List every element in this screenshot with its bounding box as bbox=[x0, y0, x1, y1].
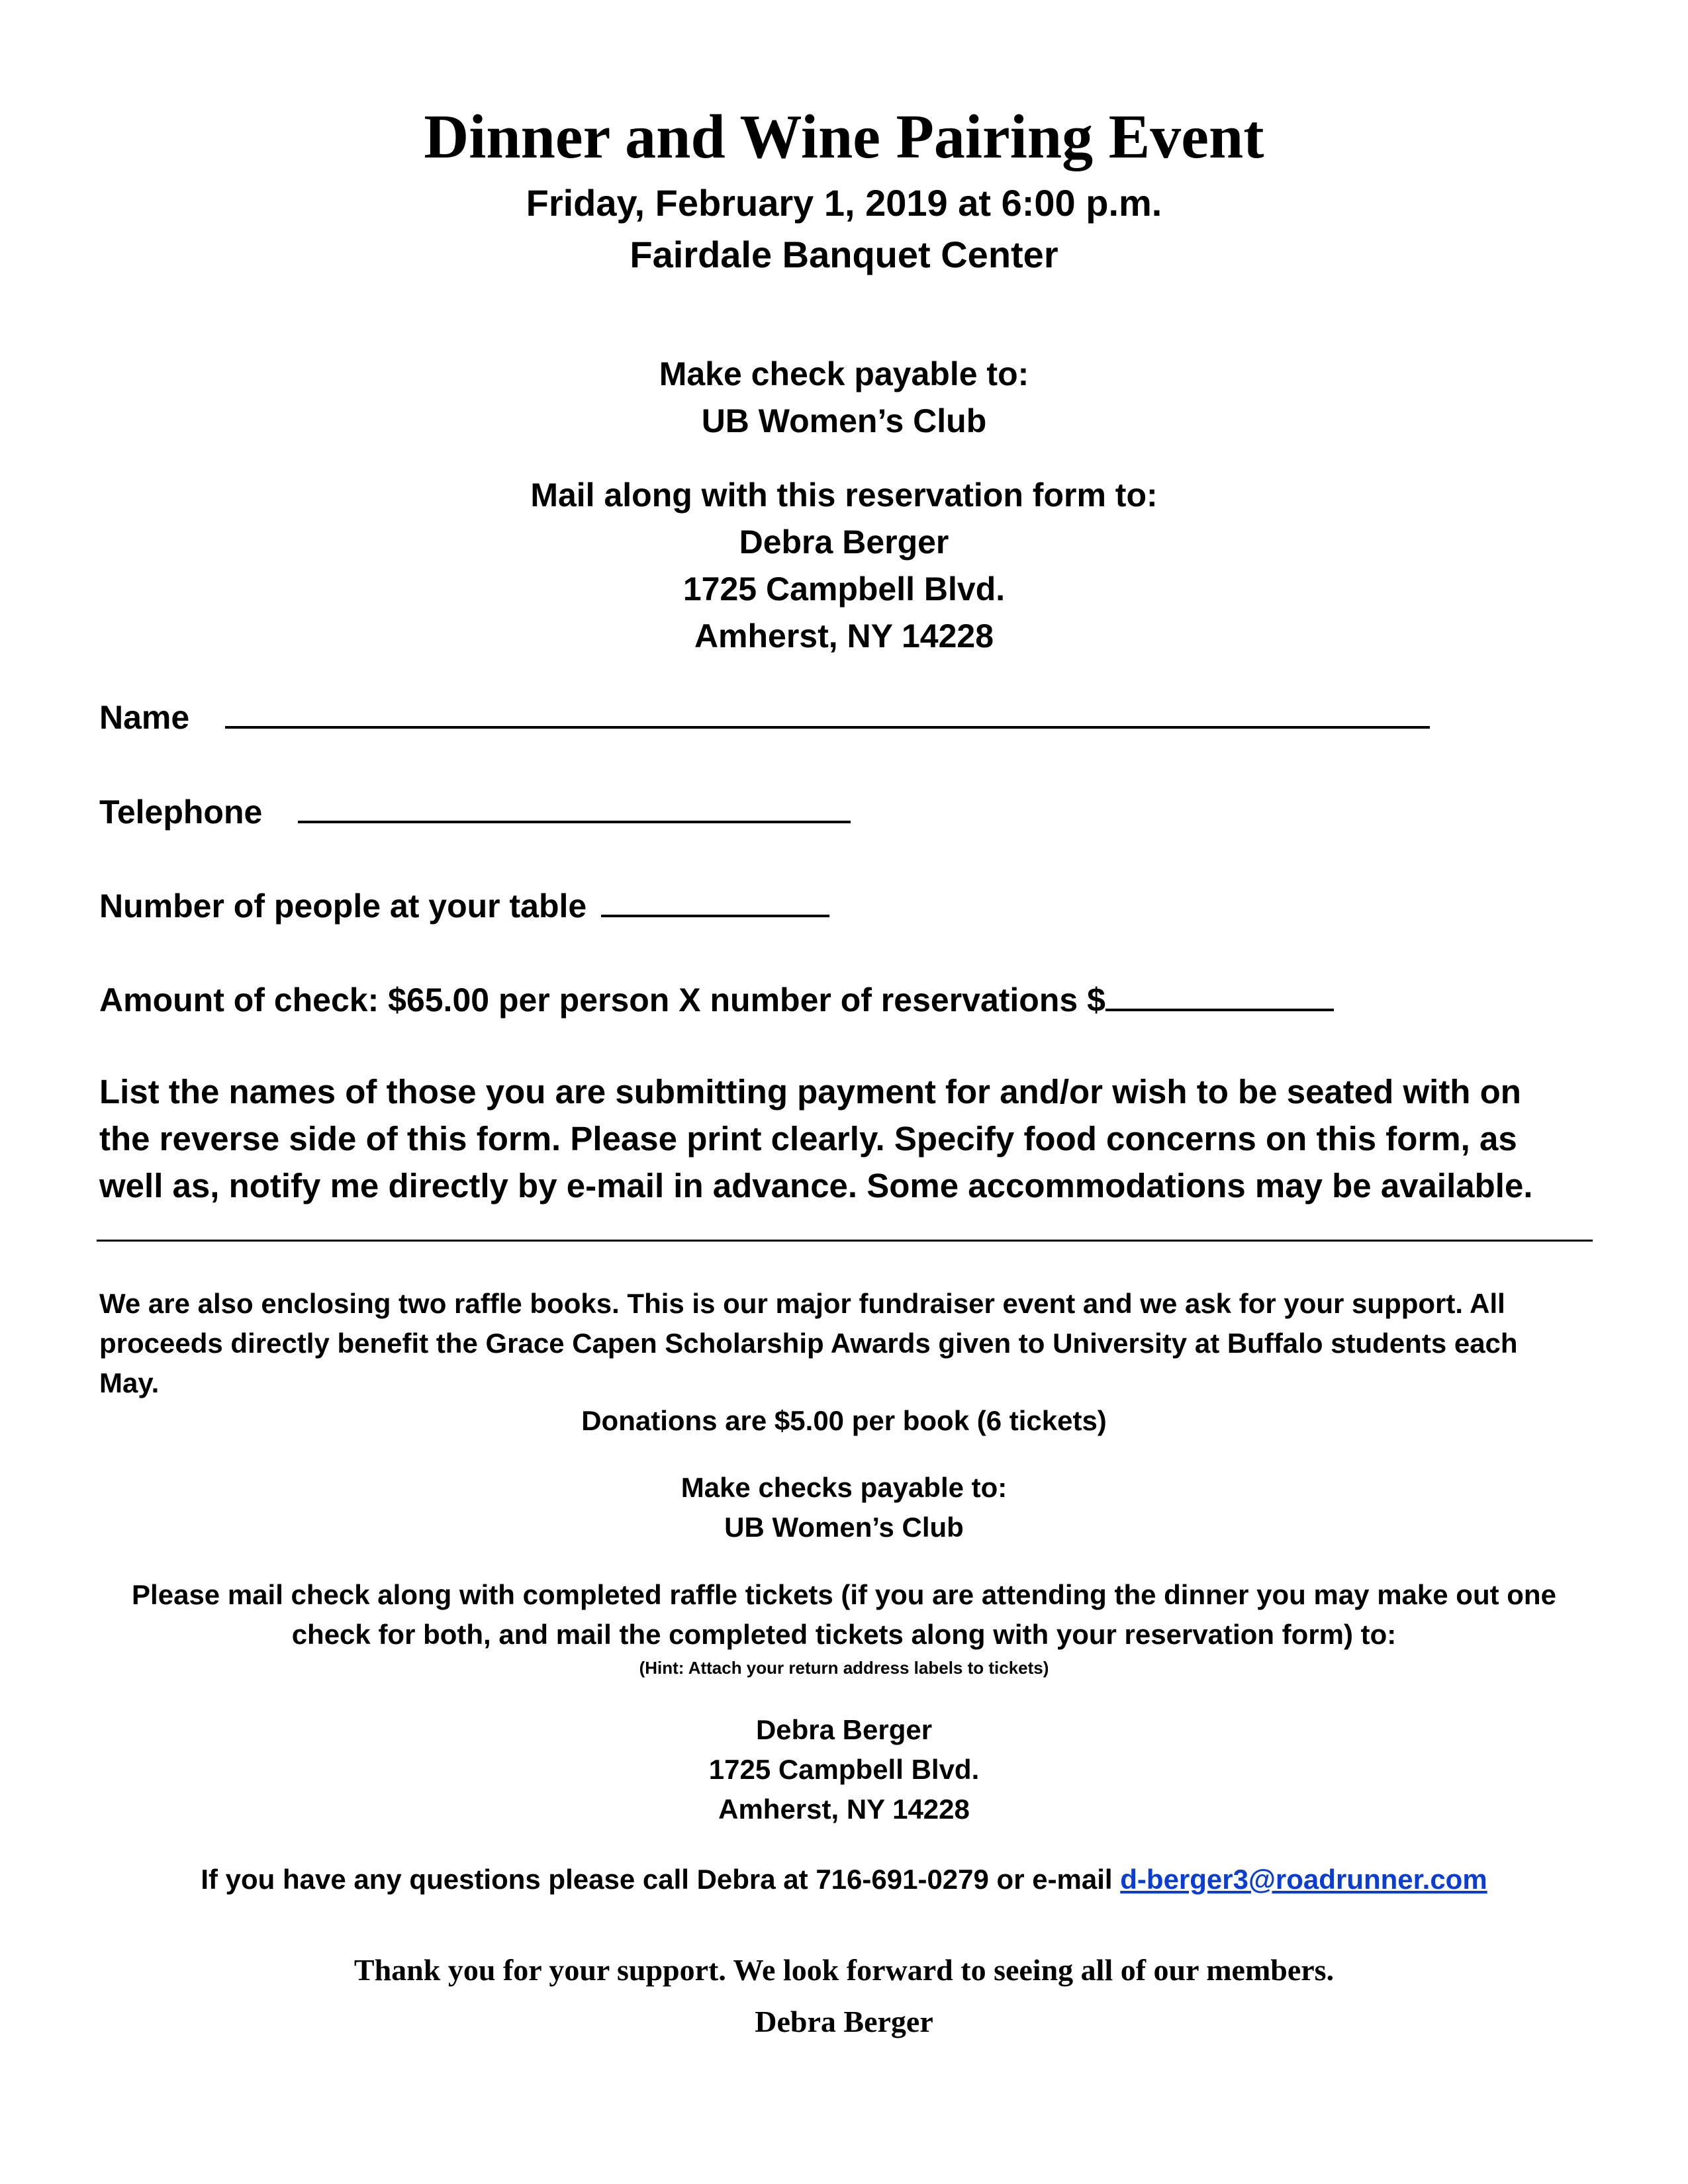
payable-club: UB Women’s Club bbox=[701, 402, 987, 439]
mail-intro: Mail along with this reservation form to: bbox=[530, 477, 1158, 514]
signature-name: Debra Berger bbox=[755, 2005, 933, 2038]
name-label: Name bbox=[99, 699, 190, 736]
raffle-paragraph bbox=[99, 1284, 1602, 1403]
telephone-input-line[interactable] bbox=[298, 786, 851, 823]
amount-label: Amount of check: $65.00 per person X number of reservations $ bbox=[99, 981, 1105, 1019]
name-field-row bbox=[99, 692, 1430, 741]
amount-input-line[interactable] bbox=[1105, 974, 1334, 1011]
mail-name: Debra Berger bbox=[739, 523, 949, 561]
mail-street: 1725 Campbell Blvd. bbox=[682, 570, 1006, 608]
mail-city: Amherst, NY 14228 bbox=[694, 617, 994, 655]
contact-text: If you have any questions please call Debra at 716-691-0279 or e-mail bbox=[201, 1864, 1121, 1895]
raffle-payable-heading: Make checks payable to: bbox=[680, 1472, 1008, 1503]
raffle-addr-city: Amherst, NY 14228 bbox=[718, 1794, 970, 1825]
raffle-mail-line-1: Please mail check along with completed raffle tickets (if you are attending the dinner you may make out one bbox=[132, 1579, 1556, 1610]
amount-field-row bbox=[99, 974, 1334, 1023]
instructions-line-2: the reverse side of this form. Please print clearly. Specify food concerns on this form, as bbox=[99, 1120, 1517, 1158]
raffle-mail-line-2: check for both, and mail the completed tickets along with your reservation form) to: bbox=[291, 1619, 1397, 1650]
event-venue: Fairdale Banquet Center bbox=[630, 234, 1058, 275]
raffle-line-1: We are also enclosing two raffle books. This is our major fundraiser event and we ask for your support. All bbox=[99, 1288, 1505, 1319]
raffle-addr-street: 1725 Campbell Blvd. bbox=[708, 1754, 980, 1785]
event-date: Friday, February 1, 2019 at 6:00 p.m. bbox=[526, 182, 1162, 224]
raffle-line-2: proceeds directly benefit the Grace Capen Scholarship Awards given to University at Buffalo students each bbox=[99, 1328, 1518, 1359]
telephone-label: Telephone bbox=[99, 794, 263, 831]
email-link[interactable]: d-berger3@roadrunner.com bbox=[1120, 1864, 1487, 1895]
people-field-row bbox=[99, 880, 829, 929]
raffle-donations: Donations are $5.00 per book (6 tickets) bbox=[581, 1405, 1107, 1436]
page-title: Dinner and Wine Pairing Event bbox=[424, 103, 1264, 171]
payable-heading: Make check payable to: bbox=[659, 355, 1029, 392]
name-input-line[interactable] bbox=[225, 692, 1430, 729]
contact-line bbox=[0, 1860, 1688, 1899]
instructions-line-3: well as, notify me directly by e-mail in advance. Some accommodations may be available. bbox=[99, 1167, 1533, 1205]
instructions-paragraph bbox=[99, 1068, 1602, 1209]
section-divider bbox=[97, 1240, 1593, 1242]
people-input-line[interactable] bbox=[601, 880, 829, 917]
people-label: Number of people at your table bbox=[99, 887, 587, 925]
raffle-line-3: May. bbox=[99, 1367, 160, 1398]
raffle-payable-club: UB Women’s Club bbox=[724, 1512, 964, 1543]
instructions-line-1: List the names of those you are submitting payment for and/or wish to be seated with on bbox=[99, 1073, 1521, 1111]
raffle-addr-name: Debra Berger bbox=[755, 1714, 933, 1745]
thank-you-note: Thank you for your support. We look forward to seeing all of our members. bbox=[353, 1953, 1335, 1987]
telephone-field-row bbox=[99, 786, 851, 835]
raffle-hint: (Hint: Attach your return address labels to tickets) bbox=[639, 1658, 1049, 1678]
